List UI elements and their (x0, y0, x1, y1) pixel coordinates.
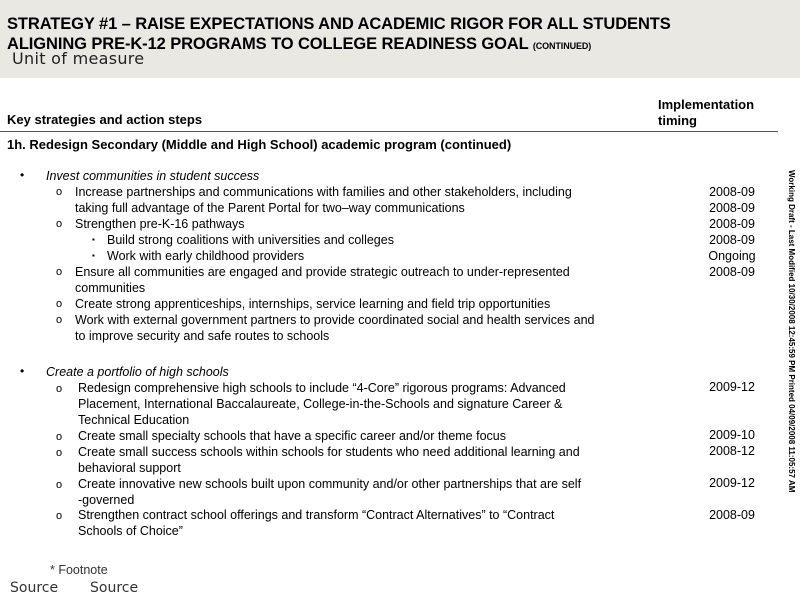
sub-marker: o (56, 218, 63, 230)
unit-of-measure: Unit of measure (12, 49, 145, 68)
source-label: Source (10, 580, 59, 596)
section-heading: 1h. Redesign Secondary (Middle and High School) academic program (continued) (7, 137, 512, 152)
header-divider (0, 131, 778, 132)
title-line-1: STRATEGY #1 – RAISE EXPECTATIONS AND ACADEMIC RIGOR FOR ALL STUDENTS (7, 15, 671, 33)
block-2-line: Create small success schools within schools for students who need additional learning and (78, 445, 580, 459)
title-line-2-text: ALIGNING PRE-K-12 PROGRAMS TO COLLEGE READINESS GOAL (7, 35, 529, 53)
block-1-line: to improve security and safe routes to schools (75, 329, 330, 343)
block-1-line: communities (75, 281, 146, 295)
block-2-line: Placement, International Baccalaureate, College-in-the-Schools and signature Career & (78, 397, 563, 411)
sub-marker: o (56, 314, 63, 326)
subsub-marker: ▪ (92, 251, 95, 260)
column-header-timing-line2: timing (658, 113, 697, 128)
sub-marker: o (56, 266, 63, 278)
timing-value: 2008-09 (709, 201, 755, 215)
timing-value: 2008-09 (709, 217, 755, 231)
block-2-line: Create small specialty schools that have a specific career and/or theme focus (78, 429, 506, 443)
column-header-timing-line1: Implementation (658, 97, 755, 112)
block-2-line: Schools of Choice” (78, 524, 183, 538)
sub-marker: o (56, 186, 63, 198)
sub-marker: o (56, 510, 63, 522)
bullet-marker: • (20, 168, 25, 182)
draft-side-note: Working Draft - Last Modified 10/30/2008 12:45:59 PM Printed 04/09/2008 11:05:57 AM (787, 170, 796, 493)
block-1-line: Work with external government partners to provide coordinated social and health services and (75, 313, 595, 327)
block-2-line: -governed (78, 493, 135, 507)
column-header-strategies: Key strategies and action steps (7, 112, 203, 127)
block-1-line: Create strong apprenticeships, internships, service learning and field trip opportunities (75, 297, 551, 311)
block-1-line: Work with early childhood providers (107, 249, 305, 263)
column-header-timing (658, 97, 754, 129)
sub-marker: o (56, 431, 63, 443)
block-2-line: Technical Education (78, 413, 190, 427)
continued-label: (CONTINUED) (532, 41, 592, 51)
sub-marker: o (56, 479, 63, 491)
timing-value: 2008-09 (709, 265, 755, 279)
block-1-line: taking full advantage of the Parent Portal for two–way communications (75, 201, 465, 215)
timing-value: 2009-10 (709, 428, 755, 442)
block-2-line: Strengthen contract school offerings and transform “Contract Alternatives” to “Contract (78, 508, 555, 522)
sub-marker: o (56, 447, 63, 459)
timing-value: 2008-09 (709, 185, 755, 199)
bullet-marker: • (20, 364, 25, 378)
source-label: Source (90, 580, 139, 596)
block-1-line: Strengthen pre-K-16 pathways (75, 217, 245, 231)
timing-value: 2008-09 (709, 233, 755, 247)
subsub-marker: ▪ (92, 235, 95, 244)
block-1-line: Increase partnerships and communications with families and other stakeholders, including (75, 185, 572, 199)
sub-marker: o (56, 383, 63, 395)
timing-value: 2009-12 (709, 476, 755, 490)
block-2-line: Redesign comprehensive high schools to include “4-Core” rigorous programs: Advanced (78, 381, 566, 395)
sub-marker: o (56, 298, 63, 310)
block-1-heading: Invest communities in student success (46, 169, 260, 183)
block-2-line: behavioral support (78, 461, 181, 475)
timing-value: 2008-12 (709, 444, 755, 458)
block-2-line: Create innovative new schools built upon community and/or other partnerships that are self (78, 477, 582, 491)
timing-value: 2008-09 (709, 508, 755, 522)
timing-value: Ongoing (708, 249, 756, 263)
footnote: * Footnote (50, 563, 108, 577)
timing-value: 2009-12 (709, 380, 755, 394)
block-1-line: Build strong coalitions with universities and colleges (107, 233, 394, 247)
block-2-heading: Create a portfolio of high schools (46, 365, 229, 379)
block-1-line: Ensure all communities are engaged and provide strategic outreach to under-represented (75, 265, 570, 279)
